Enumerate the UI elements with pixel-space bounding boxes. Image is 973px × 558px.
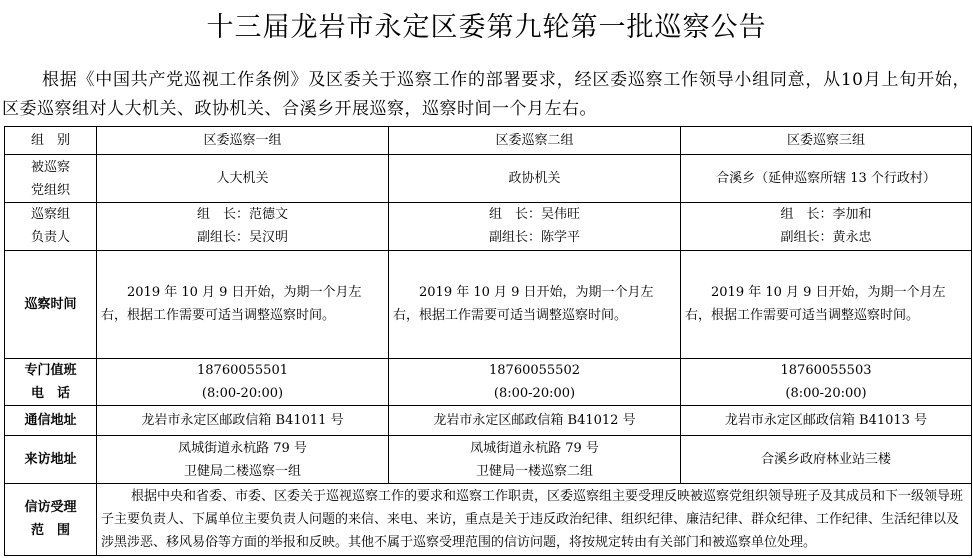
label-line: 范 围	[30, 523, 70, 539]
label-leader	[5, 203, 97, 250]
group-leader: 组 长：李加和	[780, 207, 872, 223]
row-visit	[5, 436, 972, 483]
label-line: 负责人	[30, 230, 70, 246]
label-mail: 通信地址	[5, 406, 97, 436]
group-leader: 组 长：范德文	[196, 207, 288, 223]
label-line: 党组织	[30, 182, 70, 198]
phone-cell	[681, 359, 972, 406]
row-target	[5, 155, 972, 203]
label-line: 信访受理	[24, 500, 77, 516]
row-group	[5, 127, 972, 155]
scope-text: 根据中央和省委、市委、区委关于巡视巡察工作的要求和巡察工作职责，区委巡察组主要受理反映被巡察党组织领导班子及其成员和下一级领导班子主要负责人、下属单位主要负责人问题的来信、来电、来访，重点是关于违反政治纪律、组织纪律、廉洁纪律、群众纪律、工作纪律、生活纪律以及涉黑涉恶、移风易俗等方面的举报和反映。其他不属于巡察受理范围的信访问题，将按规定转由有关部门和被巡察单位处理。	[97, 483, 972, 555]
mail-address: 龙岩市永定区邮政信箱 B41011 号	[97, 406, 389, 436]
intro-paragraph	[2, 66, 970, 124]
visit-address: 凤城街道永杭路 79 号	[178, 440, 307, 456]
label-time: 巡察时间	[5, 250, 97, 359]
row-time	[5, 250, 972, 359]
phone-cell	[97, 359, 389, 406]
mail-address: 龙岩市永定区邮政信箱 B41013 号	[681, 406, 972, 436]
label-line: 专门值班	[24, 363, 77, 379]
label-line: 电 话	[30, 386, 70, 402]
row-phone	[5, 359, 972, 406]
leader-cell	[681, 203, 972, 250]
phone-number: 18760055501	[197, 363, 288, 379]
visit-room: 卫健局二楼巡察一组	[183, 463, 301, 479]
mail-address: 龙岩市永定区邮政信箱 B41012 号	[389, 406, 681, 436]
visit-address: 合溪乡政府林业站三楼	[760, 452, 891, 468]
label-group: 组 别	[5, 127, 97, 155]
group-name: 区委巡察一组	[97, 127, 389, 155]
inspection-time: 2019 年 10 月 9 日开始，为期一个月左右，根据工作需要可适当调整巡察时间。	[389, 250, 681, 359]
deputy-leader: 副组长：吴汉明	[196, 230, 288, 246]
phone-cell	[389, 359, 681, 406]
visit-cell	[389, 436, 681, 483]
duty-hours: (8:00-20:00)	[785, 386, 867, 402]
target-org: 政协机关	[389, 155, 681, 203]
label-phone	[5, 359, 97, 406]
group-name: 区委巡察二组	[389, 127, 681, 155]
inspection-table	[4, 126, 972, 556]
row-leader	[5, 203, 972, 250]
phone-number: 18760055502	[489, 363, 580, 379]
group-leader: 组 长：吴伟旺	[488, 207, 580, 223]
label-scope	[5, 483, 97, 555]
visit-cell	[97, 436, 389, 483]
group-name: 区委巡察三组	[681, 127, 972, 155]
row-mail	[5, 406, 972, 436]
visit-address: 凤城街道永杭路 79 号	[470, 440, 599, 456]
duty-hours: (8:00-20:00)	[201, 386, 284, 402]
page-title: 十三届龙岩市永定区委第九轮第一批巡察公告	[206, 12, 767, 43]
label-line: 被巡察	[30, 159, 70, 175]
duty-hours: (8:00-20:00)	[493, 386, 576, 402]
inspection-time: 2019 年 10 月 9 日开始，为期一个月左右，根据工作需要可适当调整巡察时间。	[97, 250, 389, 359]
visit-room: 卫健局一楼巡察二组	[475, 463, 593, 479]
leader-cell	[389, 203, 681, 250]
intro-text: 根据《中国共产党巡视工作条例》及区委关于巡察工作的部署要求，经区委巡察工作领导小组同意，从10月上旬开始，区委巡察组对人大机关、政协机关、合溪乡开展巡察，巡察时间一个月左右。	[2, 70, 970, 119]
row-scope	[5, 483, 972, 555]
target-org: 人大机关	[97, 155, 389, 203]
deputy-leader: 副组长：陈学平	[488, 230, 580, 246]
leader-cell	[97, 203, 389, 250]
label-target	[5, 155, 97, 203]
label-line: 巡察组	[30, 207, 70, 223]
inspection-time: 2019 年 10 月 9 日开始，为期一个月左右，根据工作需要可适当调整巡察时间。	[681, 250, 972, 359]
phone-number: 18760055503	[780, 363, 872, 379]
deputy-leader: 副组长：黄永忠	[780, 230, 872, 246]
target-org: 合溪乡（延伸巡察所辖 13 个行政村）	[681, 155, 972, 203]
visit-cell	[681, 436, 972, 483]
label-visit: 来访地址	[5, 436, 97, 483]
